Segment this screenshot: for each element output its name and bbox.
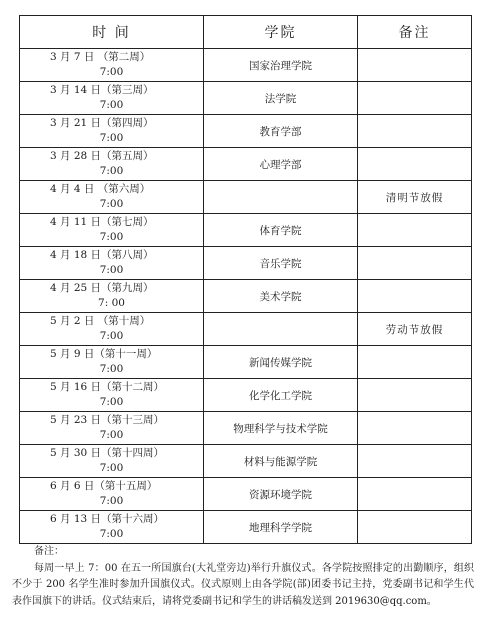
clock-time-text: 7:00 — [99, 429, 124, 441]
date-text: 4 月 18 日（第八周） — [50, 249, 154, 261]
time-cell — [20, 247, 204, 280]
college-cell: 法学院 — [204, 82, 358, 115]
time-cell — [20, 280, 204, 313]
time-cell — [20, 445, 204, 478]
college-cell: 音乐学院 — [204, 247, 358, 280]
remark-cell — [358, 511, 472, 544]
college-cell: 物理科学与技术学院 — [204, 412, 358, 445]
remark-cell — [358, 280, 472, 313]
remark-cell: 劳动节放假 — [358, 313, 472, 346]
date-text: 3 月 21 日（第四周） — [50, 117, 154, 129]
table-row — [20, 115, 472, 148]
time-cell — [20, 379, 204, 412]
remark-cell: 清明节放假 — [358, 181, 472, 214]
college-cell: 美术学院 — [204, 280, 358, 313]
college-cell: 新闻传媒学院 — [204, 346, 358, 379]
flag-raising-schedule-table — [19, 15, 472, 544]
table-row — [20, 148, 472, 181]
clock-time-text: 7:00 — [99, 132, 124, 144]
college-cell: 国家治理学院 — [204, 49, 358, 82]
date-text: 5 月 9 日（第十一周） — [50, 348, 158, 360]
clock-time-text: 7:00 — [99, 396, 124, 408]
time-cell — [20, 49, 204, 82]
time-cell — [20, 214, 204, 247]
clock-time-text: 7:00 — [99, 462, 124, 474]
table-row — [20, 313, 472, 346]
date-text: 4 月 25 日（第九周） — [50, 282, 154, 294]
table-row — [20, 82, 472, 115]
remark-cell — [358, 379, 472, 412]
college-cell: 化学化工学院 — [204, 379, 358, 412]
time-cell — [20, 346, 204, 379]
table-row — [20, 346, 472, 379]
table-header-row — [20, 16, 472, 49]
college-cell: 材料与能源学院 — [204, 445, 358, 478]
table-row — [20, 214, 472, 247]
table-row — [20, 280, 472, 313]
remark-cell — [358, 247, 472, 280]
date-text: 6 月 6 日（第十五周） — [50, 480, 158, 492]
clock-time-text: 7:00 — [99, 99, 124, 111]
remark-cell — [358, 478, 472, 511]
college-cell — [204, 181, 358, 214]
date-text: 4 月 4 日 （第六周） — [50, 183, 151, 195]
date-text: 3 月 28 日（第五周） — [50, 150, 154, 162]
time-cell — [20, 115, 204, 148]
date-text: 5 月 23 日（第十三周） — [50, 414, 165, 426]
table-body — [20, 49, 472, 544]
clock-time-text: 7:00 — [99, 264, 124, 276]
header-time: 时 间 — [20, 16, 204, 49]
clock-time-text: 7:00 — [99, 330, 124, 342]
table-row — [20, 478, 472, 511]
table-row — [20, 412, 472, 445]
date-text: 5 月 2 日 （第十周） — [50, 315, 151, 327]
clock-time-text: 7:00 — [99, 495, 124, 507]
college-cell: 教育学部 — [204, 115, 358, 148]
time-cell — [20, 313, 204, 346]
clock-time-text: 7: 00 — [98, 297, 125, 309]
clock-time-text: 7:00 — [99, 528, 124, 540]
remark-cell — [358, 412, 472, 445]
date-text: 5 月 16 日（第十二周） — [50, 381, 165, 393]
date-text: 3 月 14 日（第三周） — [50, 84, 154, 96]
time-cell — [20, 82, 204, 115]
remark-cell — [358, 148, 472, 181]
college-cell — [204, 313, 358, 346]
clock-time-text: 7:00 — [99, 165, 124, 177]
notes-body: 每周一早上 7：00 在五一所国旗台(大礼堂旁边)举行升旗仪式。各学院按照排定的出勤顺序，组织不少于 200 名学生准时参加升国旗仪式。仪式原则上由各学院(部)团委书记主持，党委副书记和学生代表作国旗下的讲话。仪式结束后，请将党委副书记和学生的讲话稿发送到 2019630@qq.com。 — [12, 562, 474, 607]
college-cell: 心理学部 — [204, 148, 358, 181]
college-cell: 资源环境学院 — [204, 478, 358, 511]
remark-cell — [358, 115, 472, 148]
clock-time-text: 7:00 — [99, 198, 124, 210]
table-row — [20, 49, 472, 82]
time-cell — [20, 412, 204, 445]
clock-time-text: 7:00 — [99, 66, 124, 78]
time-cell — [20, 181, 204, 214]
remark-cell — [358, 445, 472, 478]
notes-section — [12, 544, 474, 610]
clock-time-text: 7:00 — [99, 231, 124, 243]
time-cell — [20, 511, 204, 544]
date-text: 5 月 30 日（第十四周） — [50, 447, 165, 459]
remark-cell — [358, 214, 472, 247]
header-remark: 备注 — [358, 16, 472, 49]
notes-title: 备注： — [34, 546, 64, 557]
table-row — [20, 445, 472, 478]
date-text: 3 月 7 日 （第二周） — [50, 51, 151, 63]
remark-cell — [358, 82, 472, 115]
date-text: 4 月 11 日（第七周） — [50, 216, 154, 228]
remark-cell — [358, 346, 472, 379]
header-college: 学院 — [204, 16, 358, 49]
time-cell — [20, 148, 204, 181]
college-cell: 体育学院 — [204, 214, 358, 247]
college-cell: 地理科学学院 — [204, 511, 358, 544]
table-row — [20, 379, 472, 412]
time-cell — [20, 478, 204, 511]
remark-cell — [358, 49, 472, 82]
table-row — [20, 511, 472, 544]
table-row — [20, 181, 472, 214]
clock-time-text: 7:00 — [99, 363, 124, 375]
date-text: 6 月 13 日（第十六周） — [50, 513, 165, 525]
table-row — [20, 247, 472, 280]
